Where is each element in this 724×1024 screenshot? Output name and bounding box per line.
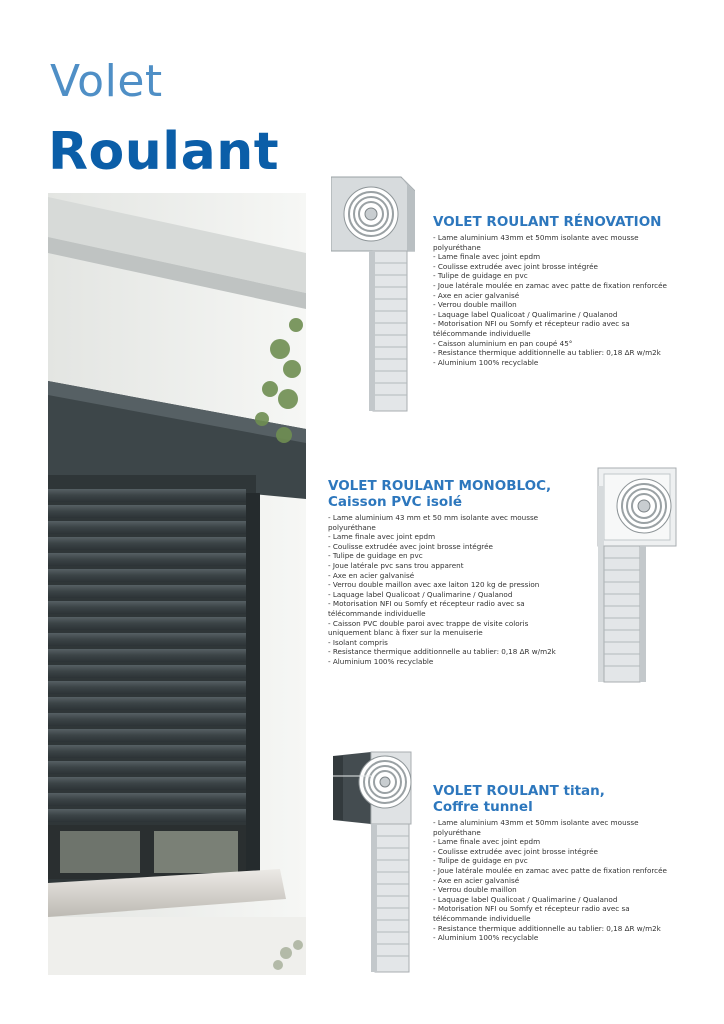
feature-item: - Coulisse extrudée avec joint brosse intégrée xyxy=(433,846,598,856)
renovation-shutter-product-icon xyxy=(331,175,415,415)
feature-item: - Laquage label Qualicoat / Qualimarine / Qualanod xyxy=(433,309,618,319)
product-title-line: VOLET ROULANT RÉNOVATION xyxy=(433,214,662,230)
feature-item: - Lame finale avec joint epdm xyxy=(433,252,541,262)
feature-item: - Coulisse extrudée avec joint brosse intégrée xyxy=(433,261,598,271)
feature-item: - Joue latérale moulée en zamac avec patte de fixation renforcée xyxy=(433,280,667,290)
titan-shutter-product-icon xyxy=(331,750,415,976)
product-title-line: VOLET ROULANT titan, xyxy=(433,783,605,799)
product-title-line: VOLET ROULANT MONOBLOC, xyxy=(328,478,552,494)
feature-item: - Resistance thermique additionnelle au tablier: 0,18 ΔR w/m2k xyxy=(433,923,661,933)
feature-item: - Resistance thermique additionnelle au tablier: 0,18 ΔR w/m2k xyxy=(328,647,556,657)
product-title-line: Coffre tunnel xyxy=(433,799,533,815)
feature-item: - Aluminium 100% recyclable xyxy=(328,656,434,666)
feature-item: - Tulipe de guidage en pvc xyxy=(328,551,423,561)
product-monobloc xyxy=(328,478,578,667)
feature-item: - Joue latérale pvc sans trou apparent xyxy=(328,560,464,570)
feature-item: - Lame finale avec joint epdm xyxy=(328,532,436,542)
feature-item: - Tulipe de guidage en pvc xyxy=(433,271,528,281)
product-title xyxy=(433,214,683,230)
feature-item: - Coulisse extrudée avec joint brosse intégrée xyxy=(328,541,493,551)
feature-item: - Aluminium 100% recyclable xyxy=(433,933,539,943)
window-roller-shutter-photo xyxy=(48,193,306,975)
page-title-line1: Volet xyxy=(50,56,163,107)
feature-item: - Axe en acier galvanisé xyxy=(433,290,520,300)
page-title-line2: Roulant xyxy=(48,122,280,182)
product-titan xyxy=(433,783,683,943)
feature-item: - Isolant compris xyxy=(328,637,388,647)
product-title xyxy=(433,783,683,815)
product-title xyxy=(328,478,578,510)
feature-item: - Joue latérale moulée en zamac avec patte de fixation renforcée xyxy=(433,865,667,875)
feature-list xyxy=(433,818,683,943)
feature-item: - Laquage label Qualicoat / Qualimarine / Qualanod xyxy=(433,894,618,904)
feature-list xyxy=(433,233,683,367)
feature-item: - Verrou double maillon xyxy=(433,885,517,895)
feature-item: - Lame finale avec joint epdm xyxy=(433,837,541,847)
feature-list xyxy=(328,513,578,667)
feature-item: - Resistance thermique additionnelle au tablier: 0,18 ΔR w/m2k xyxy=(433,348,661,358)
feature-item: - Tulipe de guidage en pvc xyxy=(433,856,528,866)
feature-item: - Caisson PVC double paroi avec trappe de visite coloris uniquement blanc à fixer sur la menuiserie xyxy=(328,618,529,638)
feature-item: - Lame aluminium 43 mm et 50 mm isolante avec mousse polyuréthane xyxy=(328,513,539,532)
feature-item: - Motorisation NFI ou Somfy et récepteur radio avec sa télécommande individuelle xyxy=(328,599,525,618)
monobloc-shutter-product-icon xyxy=(594,466,678,686)
feature-item: - Motorisation NFI ou Somfy et récepteur radio avec sa télécommande individuelle xyxy=(433,319,630,338)
feature-item: - Verrou double maillon avec axe laiton 120 kg de pression xyxy=(328,580,540,590)
feature-item: - Motorisation NFI ou Somfy et récepteur radio avec sa télécommande individuelle xyxy=(433,904,630,923)
product-title-line: Caisson PVC isolé xyxy=(328,494,462,510)
feature-item: - Verrou double maillon xyxy=(433,300,517,310)
feature-item: - Lame aluminium 43mm et 50mm isolante avec mousse polyuréthane xyxy=(433,818,639,837)
product-renovation xyxy=(433,214,683,367)
feature-item: - Aluminium 100% recyclable xyxy=(433,357,539,367)
feature-item: - Lame aluminium 43mm et 50mm isolante avec mousse polyuréthane xyxy=(433,233,639,252)
feature-item: - Laquage label Qualicoat / Qualimarine / Qualanod xyxy=(328,589,513,599)
feature-item: - Axe en acier galvanisé xyxy=(328,570,415,580)
feature-item: - Axe en acier galvanisé xyxy=(433,875,520,885)
feature-item: - Caisson aluminium en pan coupé 45° xyxy=(433,338,573,348)
